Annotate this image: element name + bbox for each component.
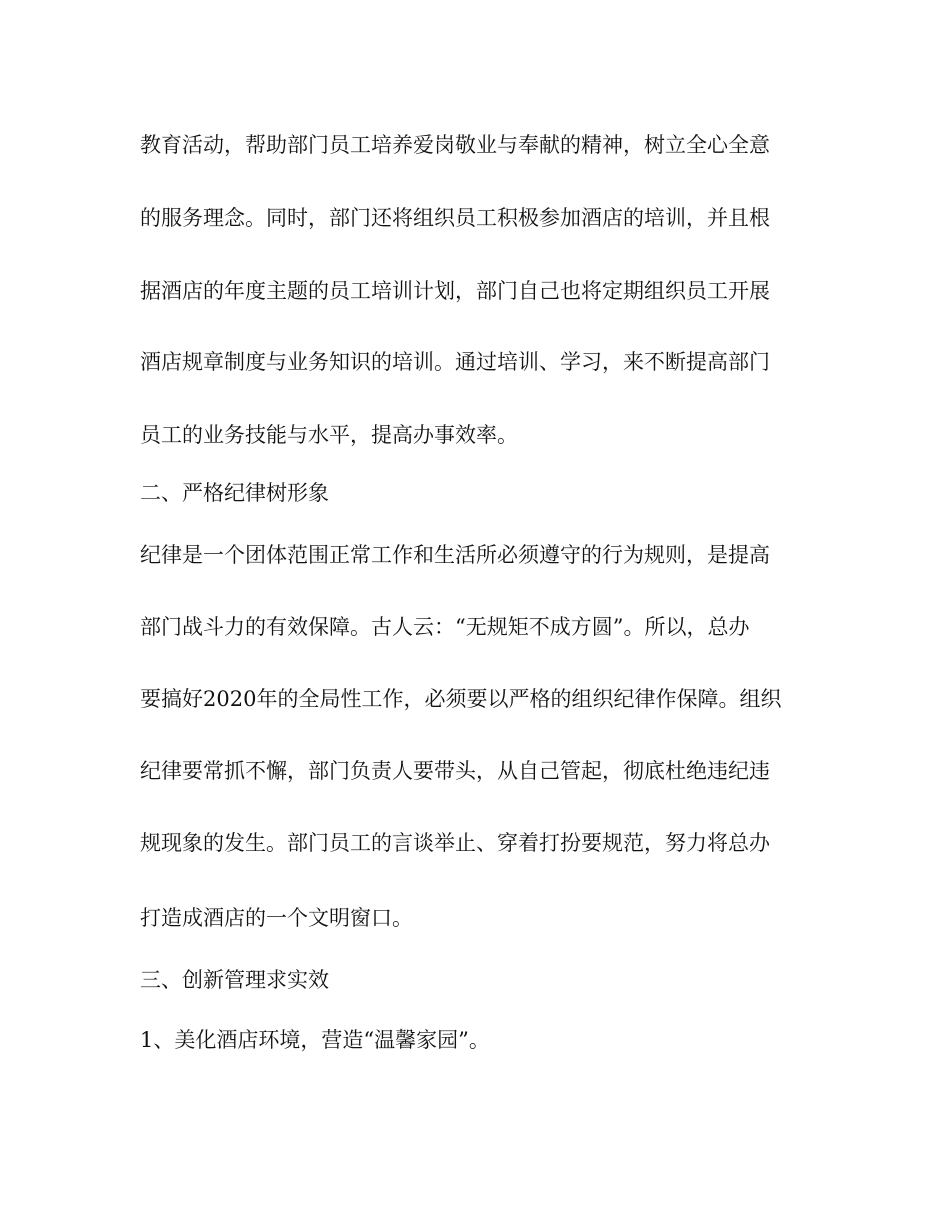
section-heading: 三、创新管理求实效 [140,968,329,992]
paragraph-line: 纪律要常抓不懈，部门负责人要带头，从自己管起，彻底杜绝违纪违 [140,759,770,783]
paragraph-line: 部门战斗力的有效保障。古人云：“无规矩不成方圆”。所以，总办 [140,615,750,639]
paragraph-line: 员工的业务技能与水平，提高办事效率。 [140,423,518,447]
paragraph-line: 酒店规章制度与业务知识的培训。通过培训、学习，来不断提高部门 [140,350,770,374]
paragraph-line: 的服务理念。同时，部门还将组织员工积极参加酒店的培训，并且根 [140,206,770,230]
section-heading: 二、严格纪律树形象 [140,481,329,505]
paragraph-line: 要搞好2020年的全局性工作，必须要以严格的组织纪律作保障。组织 [140,687,782,711]
paragraph-line: 据酒店的年度主题的员工培训计划，部门自己也将定期组织员工开展 [140,279,770,303]
list-item: 1、美化酒店环境，营造“温馨家园”。 [140,1028,490,1052]
paragraph-line: 纪律是一个团体范围正常工作和生活所必须遵守的行为规则，是提高 [140,543,770,567]
paragraph-line: 打造成酒店的一个文明窗口。 [140,906,413,930]
paragraph-line: 规现象的发生。部门员工的言谈举止、穿着打扮要规范，努力将总办 [140,831,770,855]
paragraph-line: 教育活动，帮助部门员工培养爱岗敬业与奉献的精神，树立全心全意 [140,133,770,157]
